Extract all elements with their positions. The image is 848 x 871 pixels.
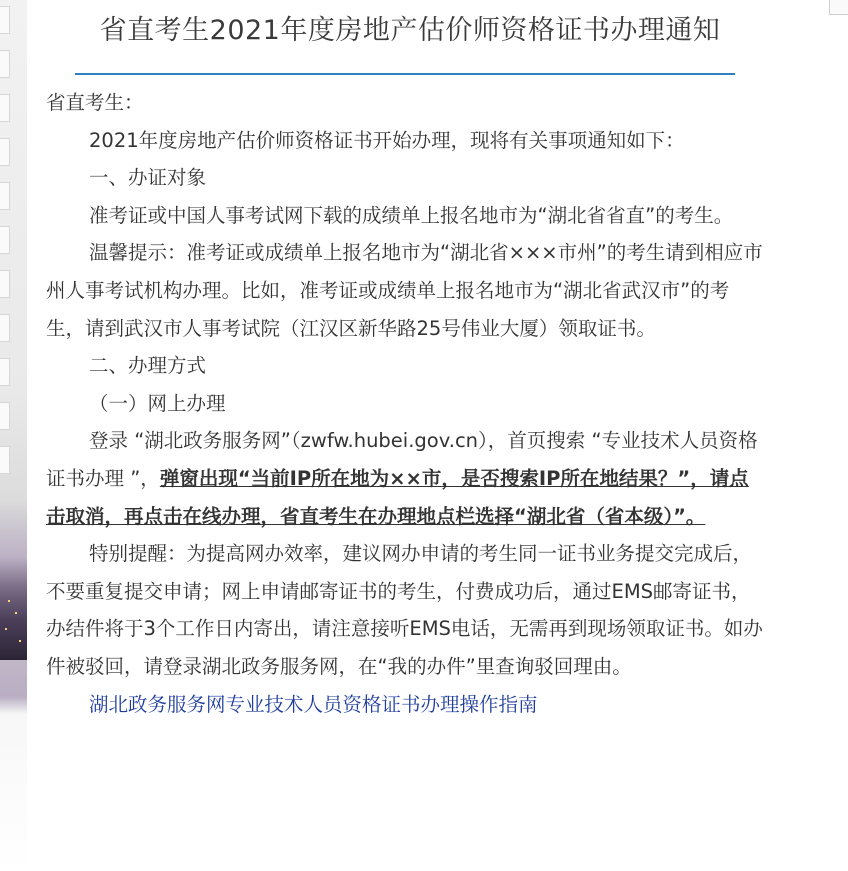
sidebar-tab[interactable] [0, 226, 10, 254]
login-text: 登录 “湖北政务服务网”（zwfw.hubei.gov.cn），首页搜索 “专业技术人员资格证书办理 ”， [46, 429, 758, 490]
title-divider [75, 73, 735, 75]
login-paragraph [46, 422, 766, 535]
sidebar-tab[interactable] [0, 358, 10, 386]
guide-link[interactable]: 湖北政务服务网专业技术人员资格证书办理操作指南 [89, 692, 538, 716]
section-heading-method: 二、办理方式 [89, 354, 207, 378]
sidebar-tab[interactable] [0, 182, 10, 210]
sidebar-tab[interactable] [0, 94, 10, 122]
intro-paragraph: 2021年度房地产估价师资格证书开始办理，现将有关事项通知如下： [89, 128, 685, 152]
sidebar-tab[interactable] [0, 6, 10, 34]
notice-body [46, 84, 766, 723]
sidebar-tab[interactable] [0, 446, 10, 474]
subsection-online: （一）网上办理 [89, 391, 226, 415]
left-decorative-sidebar [0, 0, 27, 871]
page-title: 省直考生2021年度房地产估价师资格证书办理通知 [99, 15, 721, 46]
city-skyline-image [0, 500, 27, 660]
sidebar-tab[interactable] [0, 270, 10, 298]
sidebar-tab[interactable] [0, 138, 10, 166]
sidebar-tab[interactable] [0, 402, 10, 430]
sidebar-tab[interactable] [0, 50, 10, 78]
sidebar-tab[interactable] [0, 314, 10, 342]
reminder-paragraph: 特别提醒：为提高网办效率，建议网办申请的考生同一证书业务提交完成后，不要重复提交申请；网上申请邮寄证书的考生，付费成功后，通过EMS邮寄证书，办结件将于3个工作日内寄出，请注意接听EMS电话，无需再到现场领取证书。如办件被驳回，请登录湖北政务服务网，在“我的办件”里查询驳回理由。 [46, 542, 763, 678]
greeting: 省直考生： [46, 91, 144, 114]
login-emphasis: 弹窗出现“当前IP所在地为××市，是否搜索IP所在地结果？”，请点击取消，再点击在线办理，省直考生在办理地点栏选择“湖北省（省本级）”。 [46, 466, 749, 528]
corner-tab [829, 0, 848, 15]
section-heading-target: 一、办证对象 [89, 166, 207, 190]
tip-paragraph: 温馨提示：准考证或成绩单上报名地市为“湖北省×××市州”的考生请到相应市州人事考试机构办理。比如，准考证或成绩单上报名地市为“湖北省武汉市”的考生，请到武汉市人事考试院（江汉区新华路25号伟业大厦）领取证书。 [46, 241, 763, 340]
target-paragraph: 准考证或中国人事考试网下载的成绩单上报名地市为“湖北省省直”的考生。 [89, 203, 734, 227]
